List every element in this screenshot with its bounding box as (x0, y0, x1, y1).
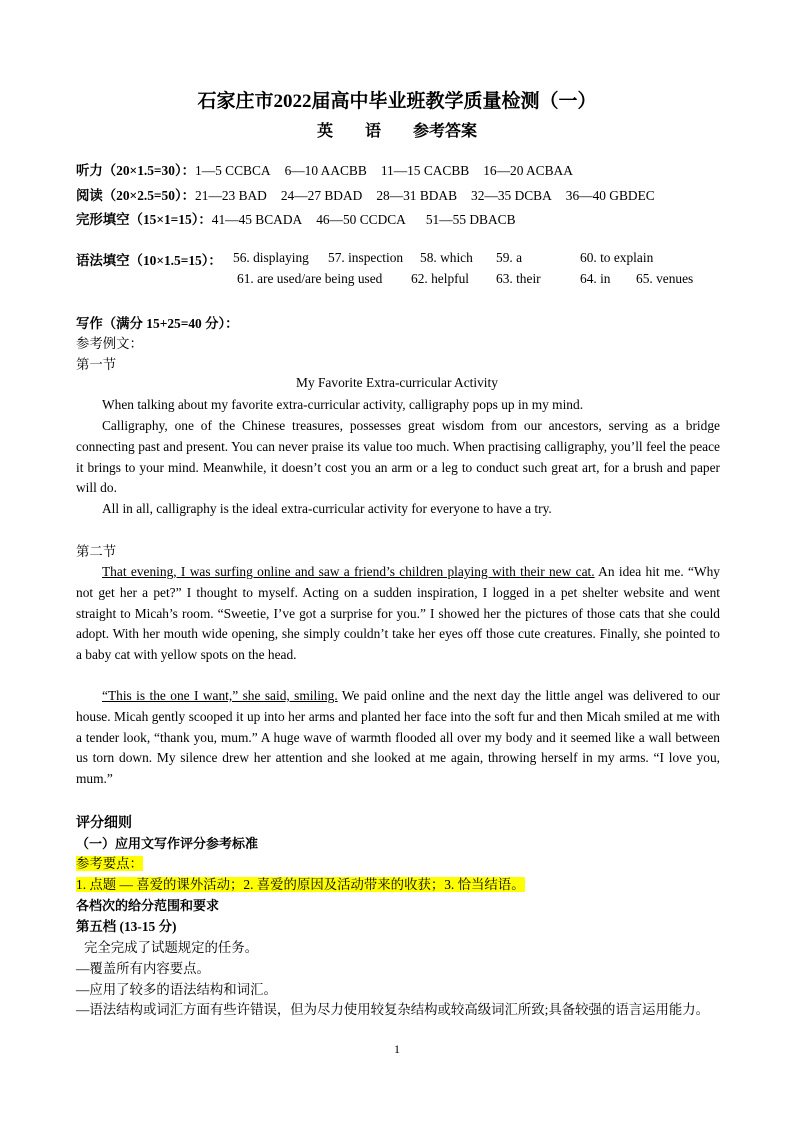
essay-paragraph: Calligraphy, one of the Chinese treasures, possesses great wisdom from our ancestors, serving as a bridge connecting past and present. You can never praise its value too much. When practising calligraphy, you’ll feel the peace it brings to your mind. Meanwhile, it doesn’t cost you an arm or a leg to conduct such great art, for a brush and paper will do. (76, 418, 720, 496)
essay-title: My Favorite Extra-curricular Activity (296, 375, 498, 390)
reading-answers (76, 185, 655, 204)
subtitle-subject-char-1: 英 (316, 123, 333, 140)
levels-heading: 各档次的给分范围和要求 (76, 899, 220, 914)
paragraph-text: An idea hit me. “Why not get her a pet?” I thought to myself. Acting on a sudden inspiration, I logged in a pet shelter website and went straight to Micah’s room. “Sweetie, I’ve got a surprise for you.” I showed her the pictures of those cats that she could adopt. With her mouth wide opening, she simply couldn’t take her eyes off those cute creatures. Finally, she pointed to a baby cat with yellow spots on the head. (76, 564, 720, 663)
writing-heading: 写作（满分 15+25=40 分）： (76, 316, 239, 331)
cloze-answers (76, 209, 516, 228)
level-5-heading: 第五档 (13-15 分) (76, 919, 177, 934)
essay-paragraph: All in all, calligraphy is the ideal extra-curricular activity for everyone to have a try. (102, 501, 552, 516)
paragraph-text: We paid online and the next day the little angel was delivered to our house. Micah gently scooped it up into her arms and planted her face into the soft fur and then Micah smiled at me with a tender look, “thank you, mum.” A huge wave of warmth flooded all over my body and it seemed like a wall between us torn down. My silence drew her attention and she looked at me again, throwing herself in my arms. “I love you, mum.” (76, 688, 720, 787)
reading-group: 21—23 BAD (195, 188, 267, 203)
grammar-answer: 60. to explain (580, 250, 654, 265)
level-5-requirement: 完全完成了试题规定的任务。 (84, 940, 259, 955)
grammar-answer: 58. which (420, 250, 473, 265)
listening-group: 1—5 CCBCA (195, 163, 271, 178)
grammar-answer: 57. inspection (328, 250, 404, 265)
grammar-answer: 59. a (496, 250, 523, 265)
level-5-requirement: —覆盖所有内容要点。 (76, 961, 210, 976)
reading-group: 36—40 GBDEC (565, 188, 655, 203)
grammar-answers-row-1 (76, 250, 222, 269)
grammar-answer: 64. in (580, 271, 611, 286)
subtitle-subject-char-2: 语 (364, 123, 381, 140)
cloze-group: 51—55 DBACB (425, 212, 516, 227)
reference-essay-label: 参考例文： (76, 336, 143, 351)
section-2-label: 第二节 (76, 544, 117, 559)
grammar-answer: 65. venues (636, 271, 694, 286)
listening-answers (76, 160, 573, 179)
key-points-text: 1. 点题 — 喜爱的课外活动；2. 喜爱的原因及活动带来的收获；3. 恰当结语。 (76, 877, 525, 892)
listening-group: 16—20 ACBAA (483, 163, 573, 178)
page-title: 石家庄市2022届高中毕业班教学质量检测（一） (197, 91, 597, 112)
subtitle-answer-key: 参考答案 (413, 123, 478, 140)
scoring-subheading: （一）应用文写作评分参考标准 (76, 837, 259, 852)
given-opening-sentence: That evening, I was surfing online and saw a friend’s children playing with their new cat. (102, 564, 595, 579)
reading-group: 32—35 DCBA (471, 188, 552, 203)
level-5-requirement: —语法结构或词汇方面有些许错误，但为尽力使用较复杂结构或较高级词汇所致;具备较强的语言运用能力。 (76, 1002, 710, 1017)
cloze-label: 完形填空（15×1=15）： (76, 212, 212, 227)
key-points-label: 参考要点： (76, 856, 143, 871)
listening-label: 听力（20×1.5=30）： (76, 163, 196, 178)
level-5-requirement: —应用了较多的语法结构和词汇。 (76, 982, 277, 997)
grammar-label: 语法填空（10×1.5=15）： (76, 253, 222, 268)
grammar-answer: 56. displaying (233, 250, 309, 265)
grammar-answer: 63. their (496, 271, 541, 286)
reading-group: 24—27 BDAD (280, 188, 363, 203)
page-number: 1 (394, 1042, 400, 1056)
cloze-group: 41—45 BCADA (211, 212, 303, 227)
grammar-answer: 62. helpful (411, 271, 470, 286)
reading-label: 阅读（20×2.5=50）： (76, 188, 196, 203)
cloze-group: 46—50 CCDCA (316, 212, 406, 227)
continuation-paragraph-1 (76, 562, 720, 666)
grammar-answer: 61. are used/are being used (237, 271, 383, 286)
page-subtitle (0, 118, 794, 141)
listening-group: 6—10 AACBB (284, 163, 367, 178)
continuation-paragraph-2 (76, 686, 720, 790)
reading-group: 28—31 BDAB (376, 188, 458, 203)
essay-paragraph: When talking about my favorite extra-curricular activity, calligraphy pops up in my mind. (102, 397, 584, 412)
listening-group: 11—15 CACBB (380, 163, 470, 178)
given-opening-sentence: “This is the one I want,” she said, smiling. (102, 688, 338, 703)
scoring-heading: 评分细则 (76, 815, 132, 831)
section-1-label: 第一节 (76, 357, 117, 372)
